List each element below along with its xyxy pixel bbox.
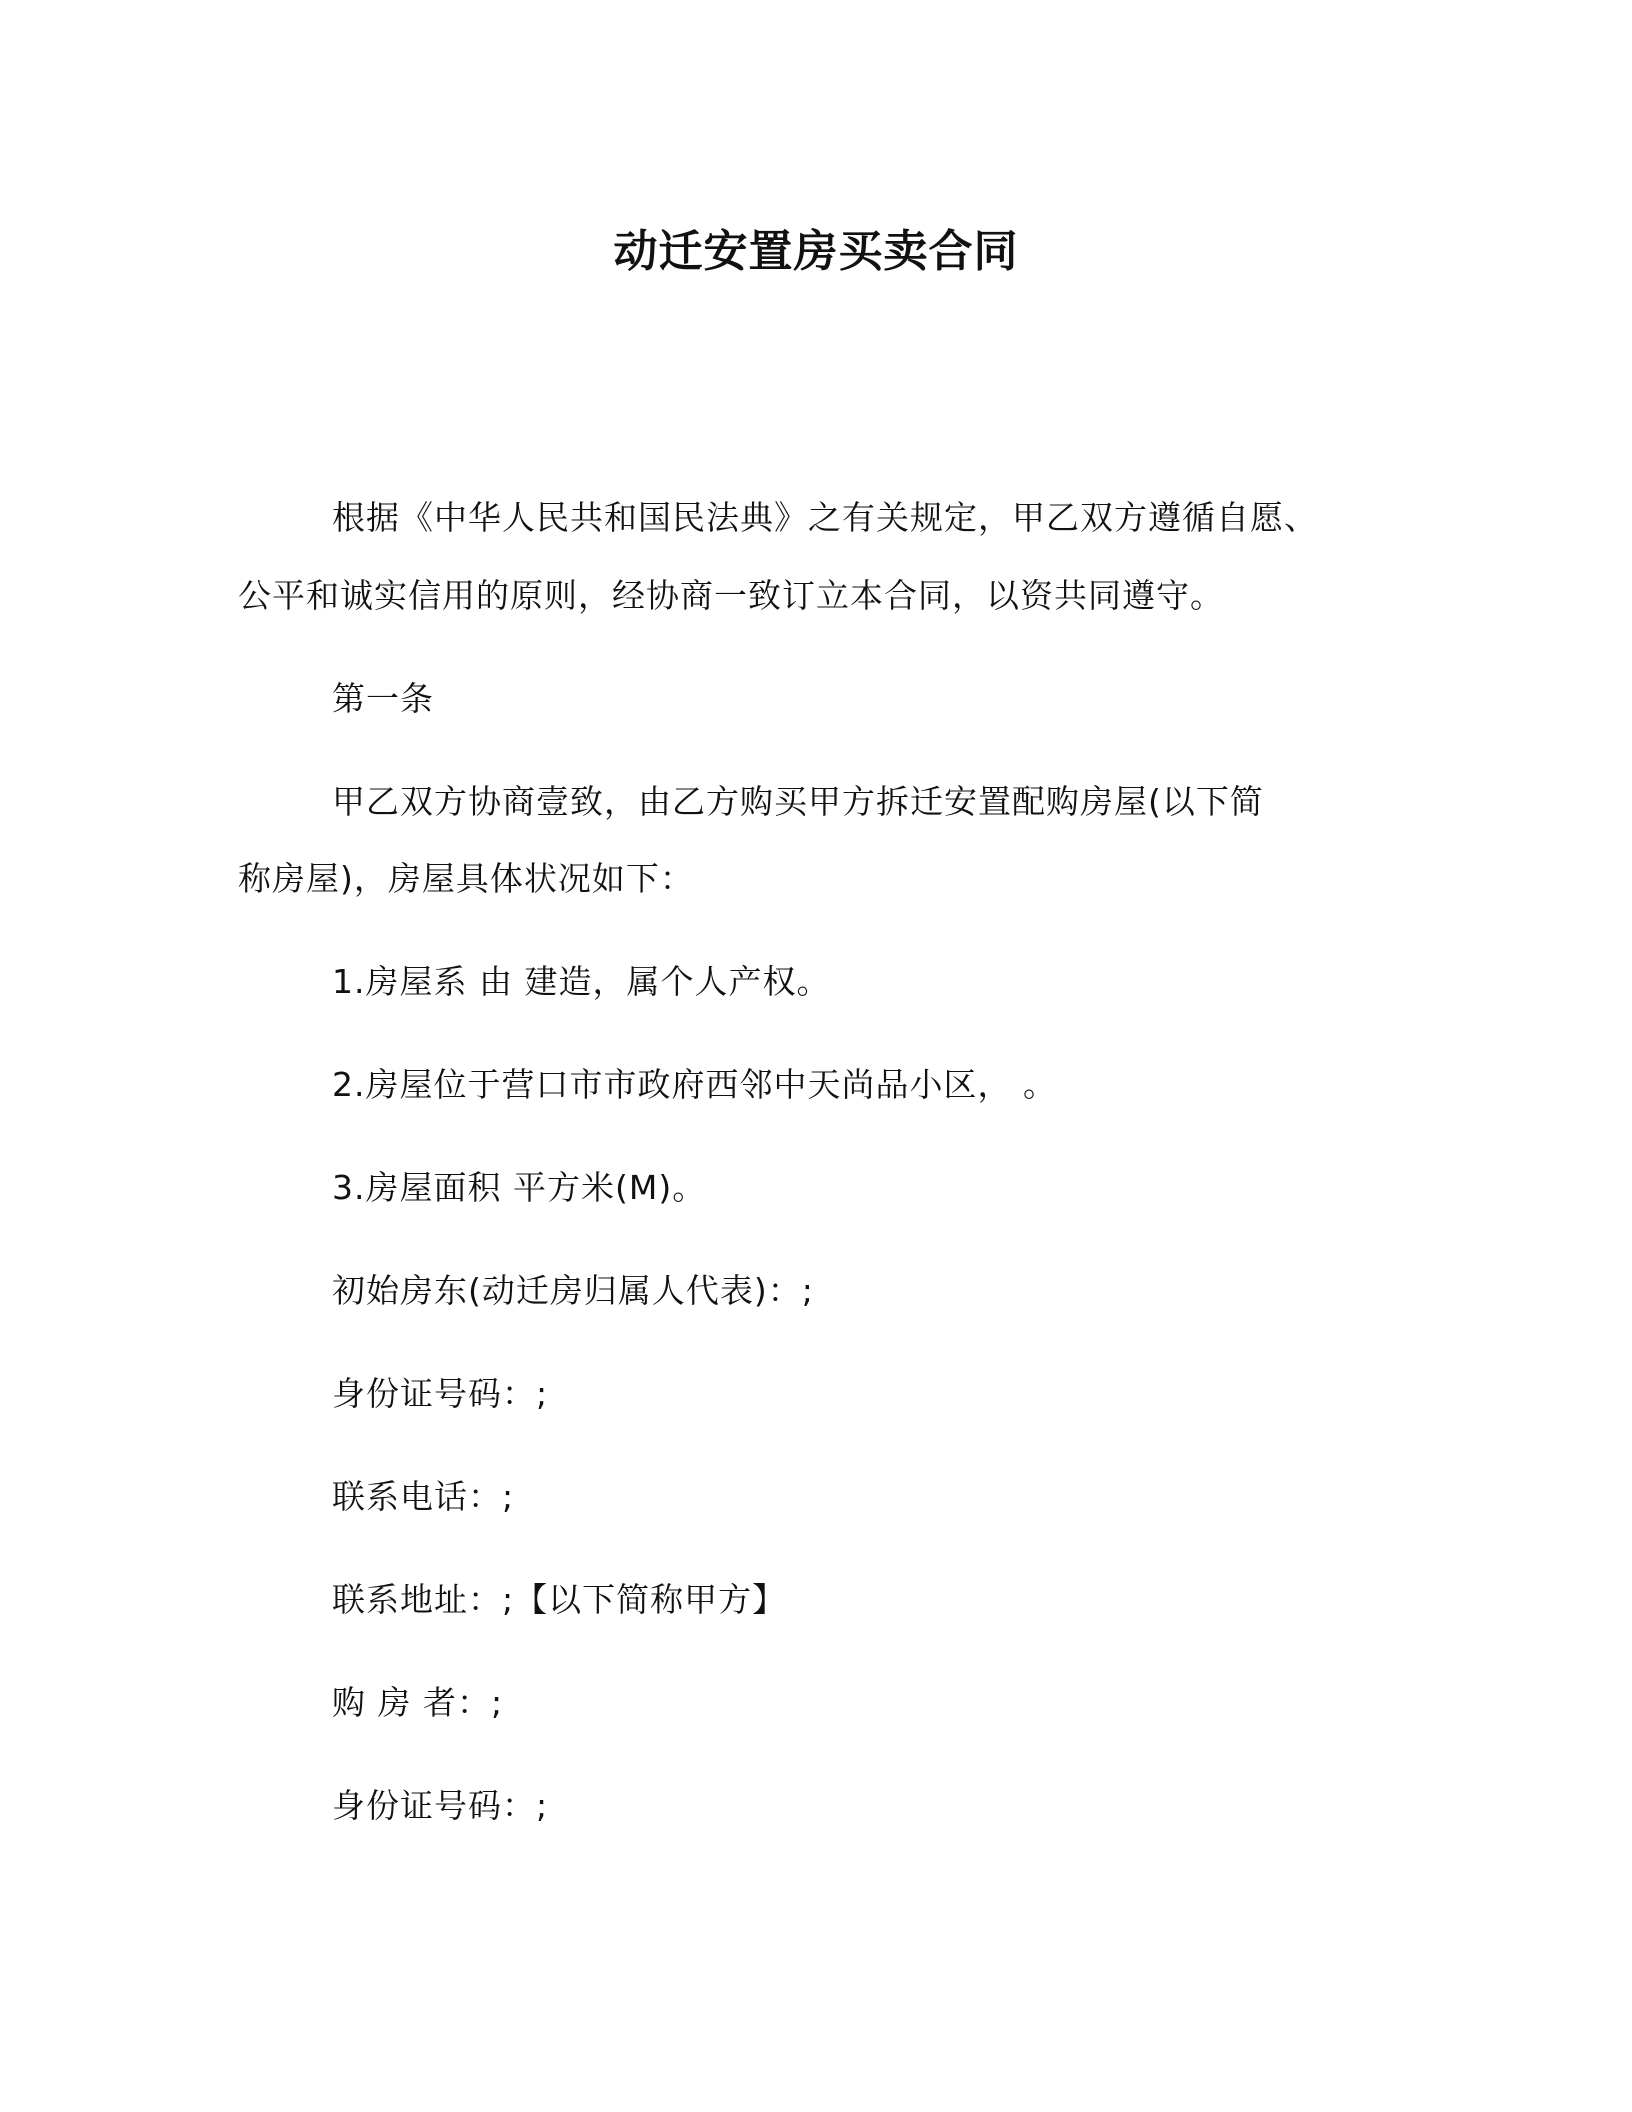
article-intro-line-2: 称房屋)，房屋具体状况如下： [238,859,694,898]
item-builder: 1.房屋系 由 建造，属个人产权。 [332,962,831,1001]
article-intro-line-1: 甲乙双方协商壹致，由乙方购买甲方拆迁安置配购房屋(以下简 [332,782,1264,821]
preamble-line-1: 根据《中华人民共和国民法典》之有关规定，甲乙双方遵循自愿、 [332,498,1318,537]
field-owner-address: 联系地址：;【以下简称甲方】 [332,1580,787,1619]
field-buyer: 购 房 者：; [332,1683,504,1722]
article-heading: 第一条 [332,679,434,718]
item-location: 2.房屋位于营口市市政府西邻中天尚品小区， 。 [332,1065,1057,1104]
field-owner-phone: 联系电话：; [332,1477,515,1516]
field-buyer-id-number: 身份证号码：; [332,1786,549,1825]
document-title: 动迁安置房买卖合同 [613,226,1019,277]
preamble-line-2: 公平和诚实信用的原则，经协商一致订立本合同，以资共同遵守。 [238,576,1224,615]
field-original-owner: 初始房东(动迁房归属人代表)：; [332,1271,814,1310]
item-area: 3.房屋面积 平方米(M)。 [332,1168,707,1207]
field-owner-id-number: 身份证号码：; [332,1374,549,1413]
